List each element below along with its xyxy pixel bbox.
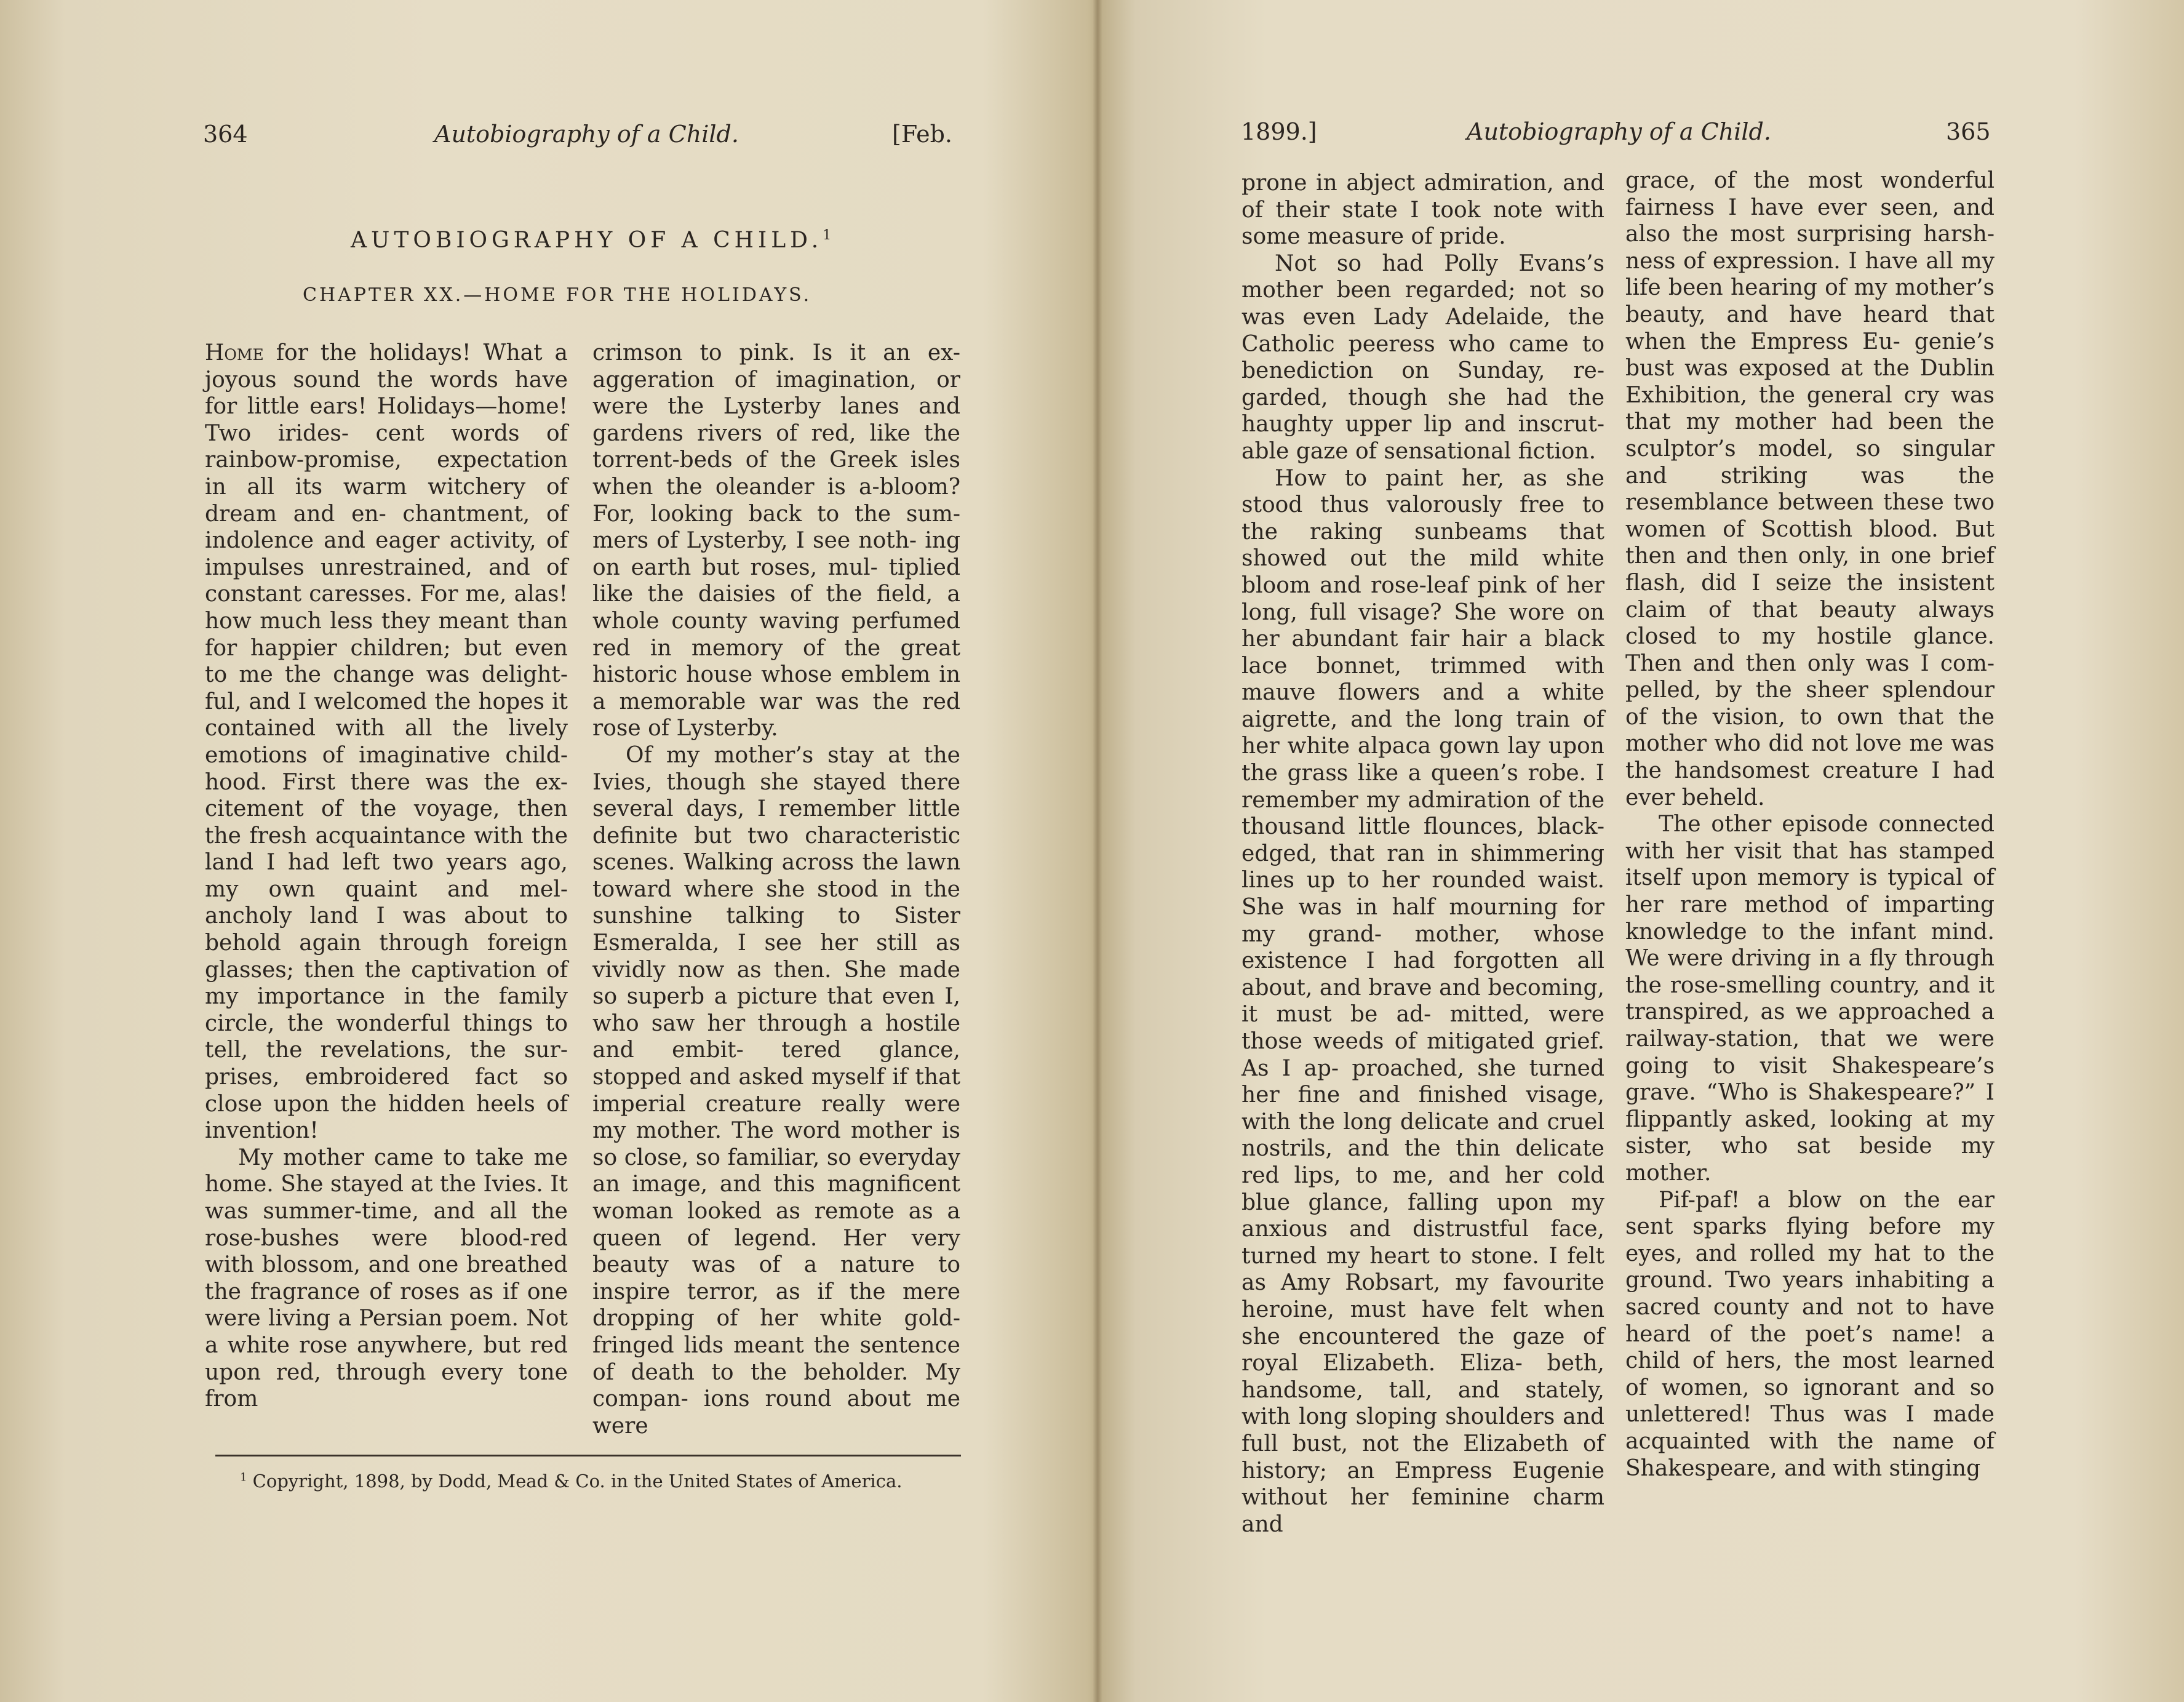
left-column-2 <box>592 340 960 1439</box>
date-mark: [Feb. <box>892 121 953 148</box>
left-column-1 <box>205 340 568 1413</box>
paragraph: Pif-paf! a blow on the ear sent sparks flying before my eyes, and rolled my hat to the ground. Two years inhabiting a sacred county and not to have heard of the poet’s name! a child of hers, the most learned of women, so ignorant and so unlettered! Thus was I made acquainted with the name of Shakespeare, and with stinging <box>1625 1187 1995 1481</box>
footnote-rule <box>215 1455 961 1456</box>
book-gutter <box>1093 0 1102 1702</box>
page-number: 365 <box>1946 118 1991 145</box>
paragraph: prone in abject admiration, and of their state I took note with some measure of pride. <box>1241 170 1604 250</box>
running-title: Autobiography of a Child. <box>434 121 739 148</box>
left-running-head <box>0 121 1092 164</box>
paragraph <box>205 340 568 1145</box>
paragraph: grace, of the most wonderful fairness I have ever seen, and also the most surprising harsh- ness of expression. I have all my life been hearing of my mother’s beauty, and have heard that when the Empress Eu- genie’s bust was exposed at the Dublin Exhibition, the general cry was that my mother had been the sculptor’s model, so singular and striking was the resemblance between these two women of Scottish blood. But then and then only, in one brief flash, did I seize the insistent claim of that beauty always closed to my hostile glance. Then and then only was I com- pelled, by the sheer splendour of the vision, to own that the mother who did not love me was the handsomest creature I had ever beheld. <box>1625 168 1995 810</box>
footnote-text: Copyright, 1898, by Dodd, Mead & Co. in the United States of America. <box>252 1471 903 1492</box>
paragraph: The other episode connected with her visit that has stamped itself upon memory is typical of her rare method of imparting knowledge to the infant mind. We were driving in a fly through the rose-smelling country, and it transpired, as we approached a railway-station, that we were going to visit Shakespeare’s grave. “Who is Shakespeare?” I flippantly asked, looking at my sister, who sat beside my mother. <box>1625 812 1995 1186</box>
paragraph-text: for the holidays! What a joyous sound the words have for little ears! Holidays—home! Two irides- cent words of rainbow-promise, expectation in all its warm witchery of dream and en- chantment, of indolence and eager activity, of impulses unrestrained, and of constant caresses. For me, alas! how much less they meant than for happier children; but even to me the change was delight- ful, and I welcomed the hopes it contained with all the lively emotions of imaginative child- hood. First there was the ex- citement of the voyage, then the fresh acquaintance with the land I had left two years ago, my own quaint and mel- ancholy land I was about to behold again through foreign glasses; then the captivation of my importance in the family circle, the wonderful things to tell, the revelations, the sur- prises, embroidered fact so close upon the hidden heels of invention! <box>205 340 568 1144</box>
right-page <box>1102 0 2184 1702</box>
title-footnote-mark: 1 <box>823 228 832 243</box>
footnote-mark: 1 <box>240 1471 247 1484</box>
date-mark: 1899.] <box>1241 118 1317 145</box>
paragraph: Of my mother’s stay at the Ivies, though she stayed there several days, I remember little definite but two characteristic scenes. Walking across the lawn toward where she stood in the sunshine talking to Sister Esmeralda, I see her still as vividly now as then. She made so superb a picture that even I, who saw her through a hostile and embit- tered glance, stopped and asked myself if that imperial creature really were my mother. The word mother is so close, so familiar, so everyday an image, and this magnificent woman looked as remote as a queen of legend. Her very beauty was of a nature to inspire terror, as if the mere dropping of her white gold-fringed lids meant the sentence of death to the beholder. My compan- ions round about me were <box>592 742 960 1439</box>
right-running-head <box>1102 118 2184 161</box>
paragraph: My mother came to take me home. She stayed at the Ivies. It was summer-time, and all the rose-bushes were blood-red with blossom, and one breathed the fragrance of roses as if one were living a Persian poem. Not a white rose anywhere, but red upon red, through every tone from <box>205 1145 568 1412</box>
chapter-heading: CHAPTER XX.—HOME FOR THE HOLIDAYS. <box>303 284 812 306</box>
running-title: Autobiography of a Child. <box>1467 118 1771 145</box>
footnote <box>240 1471 902 1492</box>
article-title-text: AUTOBIOGRAPHY OF A CHILD. <box>351 228 823 253</box>
paragraph: How to paint her, as she stood thus valorously free to the raking sunbeams that showed out the mild white bloom and rose-leaf pink of her long, full visage? She wore on her abundant fair hair a black lace bonnet, trimmed with mauve flowers and a white aigrette, and the long train of her white alpaca gown lay upon the grass like a queen’s robe. I remember my admiration of the thousand little flounces, black-edged, that ran in shimmering lines up to her rounded waist. She was in half mourning for my grand- mother, whose existence I had forgotten all about, and brave and becoming, it must be ad- mitted, were those weeds of mitigated grief. As I ap- proached, she turned her fine and finished visage, with the long delicate and cruel nostrils, and the thin delicate red lips, to me, and her cold blue glance, falling upon my anxious and distrustful face, turned my heart to stone. I felt as Amy Robsart, my favourite heroine, must have felt when she encountered the gaze of royal Elizabeth. Eliza- beth, handsome, tall, and stately, with long sloping shoulders and full bust, not the Elizabeth of history; an Empress Eugenie without her feminine charm and <box>1241 465 1604 1537</box>
drop-initial-word: Home <box>205 340 264 366</box>
paragraph: Not so had Polly Evans’s mother been regarded; not so was even Lady Adelaide, the Catholic peeress who came to benediction on Sunday, re- garded, though she had the haughty upper lip and inscrut- able gaze of sensational fiction. <box>1241 250 1604 464</box>
paragraph: crimson to pink. Is it an ex- aggeration of imagination, or were the Lysterby lanes and gardens rivers of red, like the torrent-beds of the Greek isles when the oleander is a-bloom? For, looking back to the sum- mers of Lysterby, I see noth- ing on earth but roses, mul- tiplied like the daisies of the field, a whole county waving perfumed red in memory of the great historic house whose emblem in a memorable war was the red rose of Lysterby. <box>592 340 960 741</box>
article-title <box>351 228 831 253</box>
right-column-1 <box>1241 170 1604 1538</box>
page-number: 364 <box>203 121 248 148</box>
right-column-2 <box>1625 167 1995 1482</box>
